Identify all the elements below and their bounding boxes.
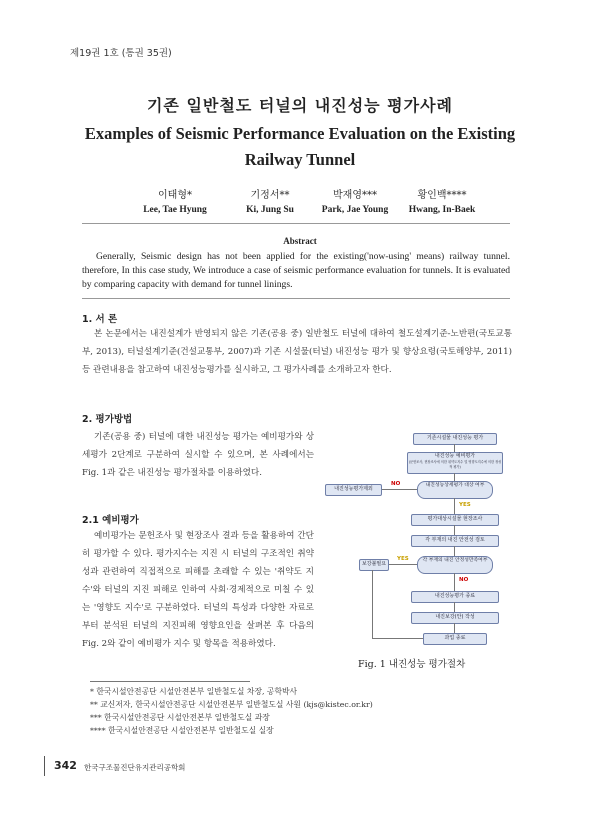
flow-label-no-1: NO xyxy=(391,481,401,487)
flow-box-task-end: 과업 종료 xyxy=(423,633,487,645)
flow-arrow xyxy=(454,525,455,535)
abstract-top-rule xyxy=(82,223,510,224)
figure-caption: Fig. 1 내진성능 평가절차 xyxy=(358,659,466,670)
flow-decision-stability: 각 부재의 내진 안정성만족여부 xyxy=(417,556,493,574)
issue-header: 제19권 1호 (통권 35권) xyxy=(70,48,172,59)
flow-box-no-reinforce: 보강불필요 xyxy=(359,559,389,571)
section-2-heading: 2. 평가방법 xyxy=(82,414,133,425)
flow-label-yes-1: YES xyxy=(459,502,471,508)
flow-decision-detail: 내진성능상세평가 대상 여부 xyxy=(417,481,493,499)
footnote-1: * 한국시설안전공단 시설안전본부 일반철도실 차장, 공학박사 xyxy=(90,687,298,696)
flow-arrow xyxy=(454,602,455,612)
author-3-ko: 박재영*** xyxy=(333,190,377,201)
flow-arrow xyxy=(380,489,417,490)
flow-arrow xyxy=(372,638,423,639)
flow-box-field-survey: 평가대상시설물 현장조사 xyxy=(411,514,499,526)
evaluation-flowchart xyxy=(325,430,515,656)
flow-arrow xyxy=(454,498,455,514)
flow-box-preliminary-title: 내진성능 예비평가 xyxy=(434,453,476,459)
flow-box-member-check: 각 부재의 내진 안전성 검토 xyxy=(411,535,499,547)
footnote-2: ** 교신저자, 한국시설안전공단 시설안전본부 일반철도실 사원 (kjs@kistec.or.kr) xyxy=(90,700,373,709)
author-3-en: Park, Jae Young xyxy=(321,205,389,215)
flow-box-preliminary xyxy=(407,452,503,474)
flow-box-start: 기존시설물 내진성능 평가 xyxy=(413,433,497,445)
section-2-1-body: 예비평가는 문헌조사 및 현장조사 결과 등을 활용하여 간단히 평가할 수 있다. 평가지수는 지진 시 터널의 구조적인 취약성과 관련하여 직접적으로 피해를 초래할 수 있는 '취약도 지수'와 터널의 지진 피해로 인하여 사회·경제적으로 미칠 수 있는 '영향도 지수'로 구분하였다. 터널의 특성과 다양한 자료로부터 분석된 터널의 지진피해 영향요인을 살펴본 후 다음의 Fig. 2와 같이 예비평가 지수 및 항목을 적용하였다. xyxy=(82,531,314,649)
flow-arrow xyxy=(454,623,455,633)
author-1-ko: 이태형* xyxy=(158,190,192,201)
flow-box-excluded: 내진성능평가제외 xyxy=(325,484,382,496)
author-2-ko: 기정서** xyxy=(250,190,290,201)
footnote-4: **** 한국시설안전공단 시설안전본부 일반철도실 실장 xyxy=(90,726,274,735)
author-4-en: Hwang, In-Baek xyxy=(408,205,476,215)
abstract-bottom-rule xyxy=(82,298,510,299)
flow-arrow xyxy=(454,444,455,452)
flow-box-preliminary-sub: (문헌조사, 현장조사에 의한 취약도지수 및 영향도지수에 의한 정성적 평가) xyxy=(408,460,502,469)
flow-label-no-2: NO xyxy=(459,577,469,583)
flow-box-eval-end: 내진성능평가 종료 xyxy=(411,591,499,603)
english-title: Examples of Seismic Performance Evaluation on the Existing Railway Tunnel xyxy=(84,124,516,169)
author-4 xyxy=(377,188,507,218)
flow-label-yes-2: YES xyxy=(397,556,409,562)
flow-arrow xyxy=(454,546,455,556)
section-1-heading: 1. 서 론 xyxy=(82,314,118,325)
abstract-title: Abstract xyxy=(283,236,317,246)
author-2-en: Ki, Jung Su xyxy=(246,205,294,215)
section-2-1-heading: 2.1 예비평가 xyxy=(82,515,139,526)
journal-name: 한국구조물진단유지관리공학회 xyxy=(84,763,186,772)
page-number: 342 xyxy=(54,759,77,772)
section-1-body: 본 논문에서는 내진설계가 반영되지 않은 기존(공용 중) 일반철도 터널에 대하여 철도설계기준-노반편(국토교통부, 2013), 터널설계기준(건설교통부, 2007)과 기존 시설물(터널) 내진성능 평가 및 향상요령(국토해양부, 2011) 등 관련내용을 참고하여 내진성능평가를 실시하고, 그 평가사례를 소개하고자 한다. xyxy=(82,329,512,375)
flow-box-reinforcement: 내진보강(안) 작성 xyxy=(411,612,499,624)
footer-bar xyxy=(44,756,45,776)
author-4-ko: 황인백**** xyxy=(417,190,467,201)
footnote-rule xyxy=(90,681,250,682)
section-2-body: 기존(공용 중) 터널에 대한 내진성능 평가는 예비평가와 상세평가 2단계로 구분하여 실시할 수 있으며, 본 사례에서는 Fig. 1과 같은 내진성능 평가절차를 이용하였다. xyxy=(82,432,314,478)
flow-arrow xyxy=(454,473,455,481)
korean-title: 기존 일반철도 터널의 내진성능 평가사례 xyxy=(146,96,454,115)
author-1-en: Lee, Tae Hyung xyxy=(143,205,207,215)
footnote-3: *** 한국시설안전공단 시설안전본부 일반철도실 과장 xyxy=(90,713,270,722)
abstract-body: Generally, Seismic design has not been applied for the existing('now-using' means) railway tunnel. therefore, In this case study, We introduce a case of seismic performance evaluation for tunnels. It is evaluated by comparing capacity with demand for tunnel linings. xyxy=(82,251,510,290)
flow-arrow xyxy=(387,564,417,565)
flow-arrow xyxy=(372,570,373,638)
flow-arrow xyxy=(454,573,455,591)
